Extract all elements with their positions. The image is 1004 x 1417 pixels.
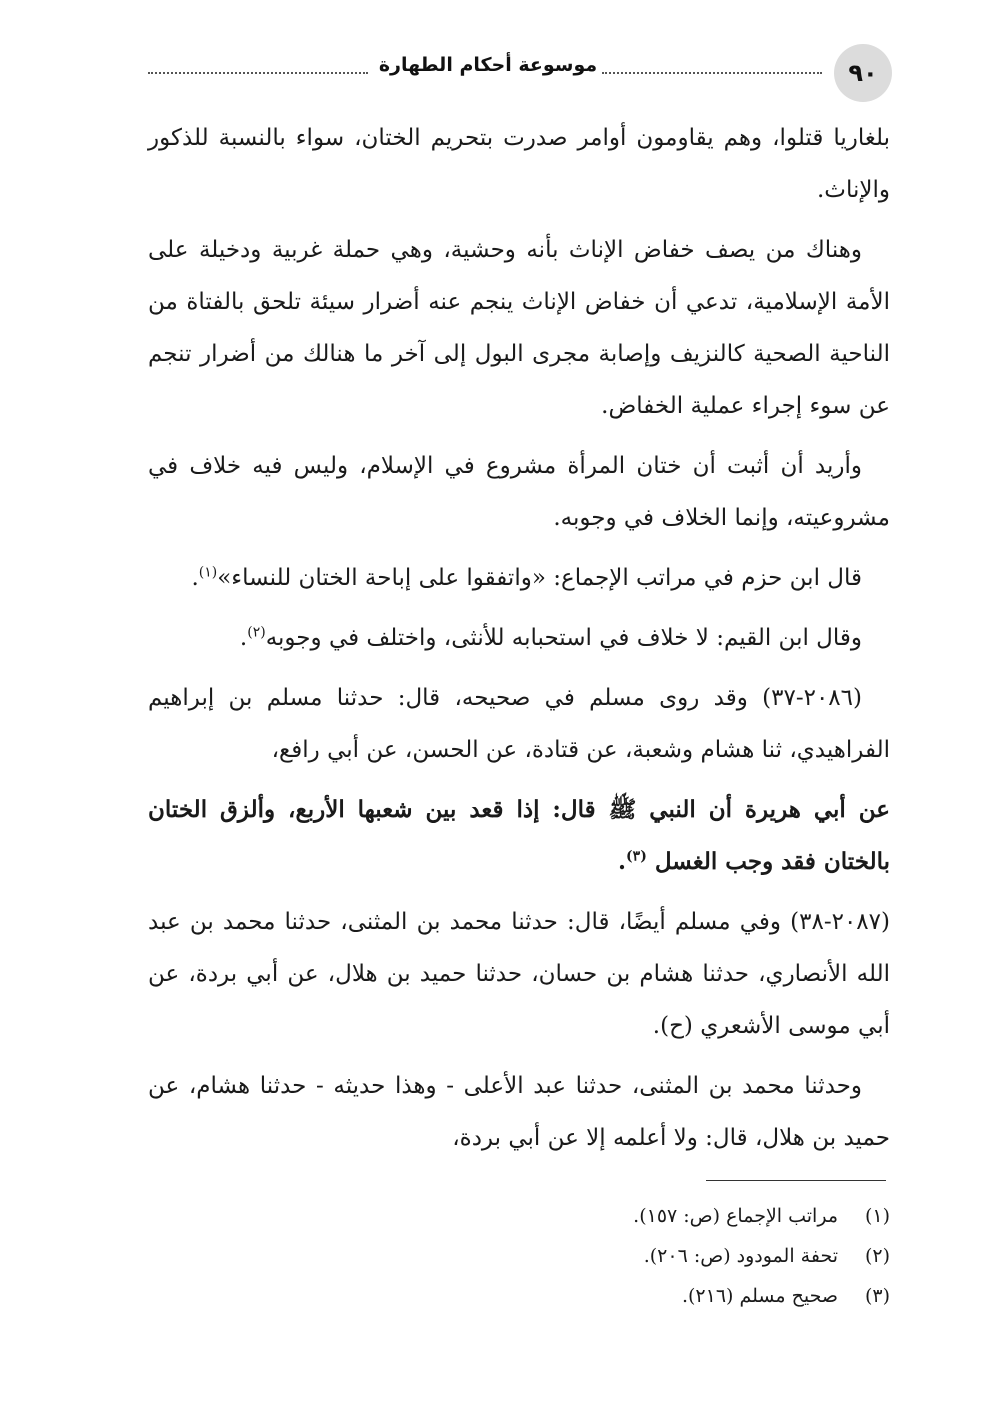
page-number-badge: ٩٠ <box>834 44 892 102</box>
main-text <box>148 112 890 1172</box>
paragraph-4: قال ابن حزم في مراتب الإجماع: «واتفقوا على إباحة الختان للنساء»$^{(١)}$. <box>191 564 862 591</box>
footnote-ref-2[interactable]: (٢) <box>247 624 266 641</box>
footnote-item <box>148 1196 890 1236</box>
footnote-number: (٣) <box>864 1285 890 1307</box>
footnote-text: صحيح مسلم (٢١٦). <box>681 1285 838 1307</box>
footnote-item <box>148 1236 890 1276</box>
header-dotted-line-left <box>148 72 368 74</box>
footnote-ref-3[interactable]: (٣) <box>626 848 647 865</box>
page-header <box>148 44 892 104</box>
paragraph-5: وقال ابن القيم: لا خلاف في استحبابه للأنثى، واختلف في وجوبه$^{(٢)}$. <box>239 624 862 651</box>
paragraph-3: وأريد أن أثبت أن ختان المرأة مشروع في الإسلام، وليس فيه خلاف في مشروعيته، وإنما الخلاف في وجوبه. <box>148 453 890 531</box>
footnote-ref-1[interactable]: (١) <box>198 564 218 581</box>
hadith-text: عن أبي هريرة أن النبي ﷺ قال: إذا قعد بين شعبها الأربع، وألزق الختان بالختان فقد وجب الغسل $^{(٣)}$. <box>148 796 890 875</box>
paragraph-1: بلغاريا قتلوا، وهم يقاومون أوامر صدرت بتحريم الختان، سواء بالنسبة للذكور والإناث. <box>148 125 890 203</box>
footnote-number: (٢) <box>864 1245 890 1267</box>
header-dotted-line-right <box>602 72 822 74</box>
book-title: موسوعة أحكام الطهارة <box>378 54 598 76</box>
paragraph-4-text: قال ابن حزم في مراتب الإجماع: «واتفقوا على إباحة الختان للنساء» <box>217 565 862 591</box>
paragraph-5-text: وقال ابن القيم: لا خلاف في استحبابه للأنثى، واختلف في وجوبه <box>265 625 862 651</box>
paragraph-8: (٢٠٨٧-٣٨) وفي مسلم أيضًا، قال: حدثنا محمد بن المثنى، حدثنا محمد بن عبد الله الأنصاري، حدثنا هشام بن حسان، حدثنا حميد بن هلال، عن أبي بردة، عن أبي موسى الأشعري (ح). <box>148 909 890 1039</box>
paragraph-9: وحدثنا محمد بن المثنى، حدثنا عبد الأعلى - وهذا حديثه - حدثنا هشام، عن حميد بن هلال، قال: ولا أعلمه إلا عن أبي بردة، <box>148 1073 890 1151</box>
paragraph-2: وهناك من يصف خفاض الإناث بأنه وحشية، وهي حملة غربية ودخيلة على الأمة الإسلامية، تدعي أن خفاض الإناث ينجم عنه أضرار سيئة تلحق بالفتاة من الناحية الصحية كالنزيف وإصابة مجرى البول إلى آخر ما هنالك من أضرار تنجم عن سوء إجراء عملية الخفاض. <box>148 237 890 419</box>
hadith-text-content: عن أبي هريرة أن النبي ﷺ قال: إذا قعد بين شعبها الأربع، وألزق الختان بالختان فقد وجب الغسل <box>148 796 890 875</box>
footnote-text: تحفة المودود (ص: ٢٠٦). <box>643 1245 838 1267</box>
footnote-text: مراتب الإجماع (ص: ١٥٧). <box>633 1205 838 1227</box>
paragraph-6: (٢٠٨٦-٣٧) وقد روى مسلم في صحيحه، قال: حدثنا مسلم بن إبراهيم الفراهيدي، ثنا هشام وشعبة، عن قتادة، عن الحسن، عن أبي رافع، <box>148 685 890 763</box>
footnote-number: (١) <box>864 1205 890 1227</box>
footnotes <box>148 1196 890 1316</box>
footnote-item <box>148 1276 890 1316</box>
footnote-separator <box>706 1180 886 1181</box>
